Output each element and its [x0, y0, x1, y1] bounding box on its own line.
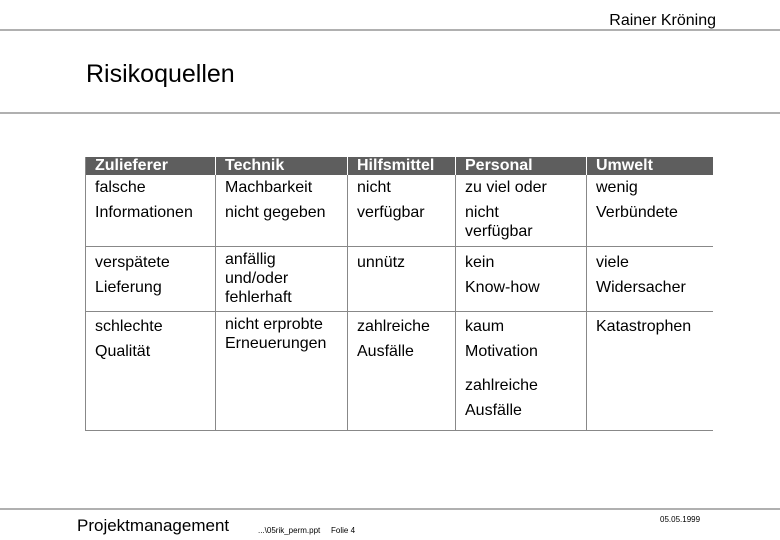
table-cell	[86, 175, 216, 246]
cell-text: falsche	[95, 179, 146, 196]
cell-text: nicht	[465, 204, 499, 221]
cell-text: viele	[596, 253, 629, 271]
table-header-row	[86, 157, 713, 175]
cell-text: zahlreiche	[357, 317, 430, 335]
table-cell	[587, 246, 713, 311]
cell-text: Widersacher	[596, 278, 686, 296]
table-cell	[348, 311, 456, 430]
footer-file-path: ...\05rik_perm.ppt	[258, 526, 321, 535]
cell-text: fehlerhaft	[225, 288, 292, 306]
cell-text: Verbündete	[596, 204, 678, 221]
table-cell	[348, 175, 456, 246]
slide-title: Risikoquellen	[86, 60, 235, 88]
footer-date: 05.05.1999	[660, 515, 701, 524]
table-cell	[587, 175, 713, 246]
header-umwelt: Umwelt	[587, 157, 713, 175]
cell-text: Ausfälle	[465, 401, 522, 419]
cell-text: Informationen	[95, 204, 193, 221]
table-cell	[456, 246, 587, 311]
cell-text: wenig	[596, 179, 638, 196]
header-technik: Technik	[216, 157, 348, 175]
cell-text: und/oder	[225, 269, 289, 287]
cell-text: nicht	[357, 179, 391, 196]
table-cell	[348, 246, 456, 311]
table-row	[86, 311, 713, 430]
title-divider	[0, 112, 780, 114]
table-cell	[456, 175, 587, 246]
cell-text: Lieferung	[95, 278, 162, 296]
cell-text: verspätete	[95, 253, 170, 271]
cell-text: Ausfälle	[357, 342, 414, 360]
table-cell	[456, 311, 587, 430]
author-name: Rainer Kröning	[609, 12, 716, 29]
table-cell	[86, 311, 216, 430]
table-row	[86, 246, 713, 311]
table-cell	[587, 311, 713, 430]
cell-text: verfügbar	[465, 223, 533, 240]
cell-text: kein	[465, 253, 495, 271]
table-row	[86, 175, 713, 246]
cell-text: nicht gegeben	[225, 204, 326, 221]
footer-slide-number: Folie 4	[331, 526, 356, 535]
cell-text: unnütz	[357, 253, 406, 271]
table-cell	[216, 246, 348, 311]
cell-text: zu viel oder	[465, 179, 547, 196]
cell-text: verfügbar	[357, 204, 425, 221]
header-zulieferer: Zulieferer	[86, 157, 216, 175]
header-personal: Personal	[456, 157, 587, 175]
header-hilfsmittel: Hilfsmittel	[348, 157, 456, 175]
cell-text: Motivation	[465, 342, 538, 360]
cell-text: Know-how	[465, 278, 540, 296]
table-cell	[216, 311, 348, 430]
cell-text: kaum	[465, 317, 505, 335]
risk-sources-table	[85, 157, 713, 431]
table-cell	[86, 246, 216, 311]
cell-text: zahlreiche	[465, 376, 538, 394]
cell-text: schlechte	[95, 317, 163, 335]
cell-text: Katastrophen	[596, 317, 692, 335]
footer-divider	[0, 508, 780, 510]
footer-project-name: Projektmanagement	[77, 516, 230, 535]
cell-text: Erneuerungen	[225, 334, 327, 352]
header-divider	[0, 29, 780, 31]
cell-spacer	[465, 364, 586, 373]
cell-text: anfällig	[225, 250, 276, 268]
cell-text: nicht erprobte	[225, 315, 323, 333]
cell-text: Qualität	[95, 342, 151, 360]
cell-text: Machbarkeit	[225, 179, 313, 196]
table-cell	[216, 175, 348, 246]
